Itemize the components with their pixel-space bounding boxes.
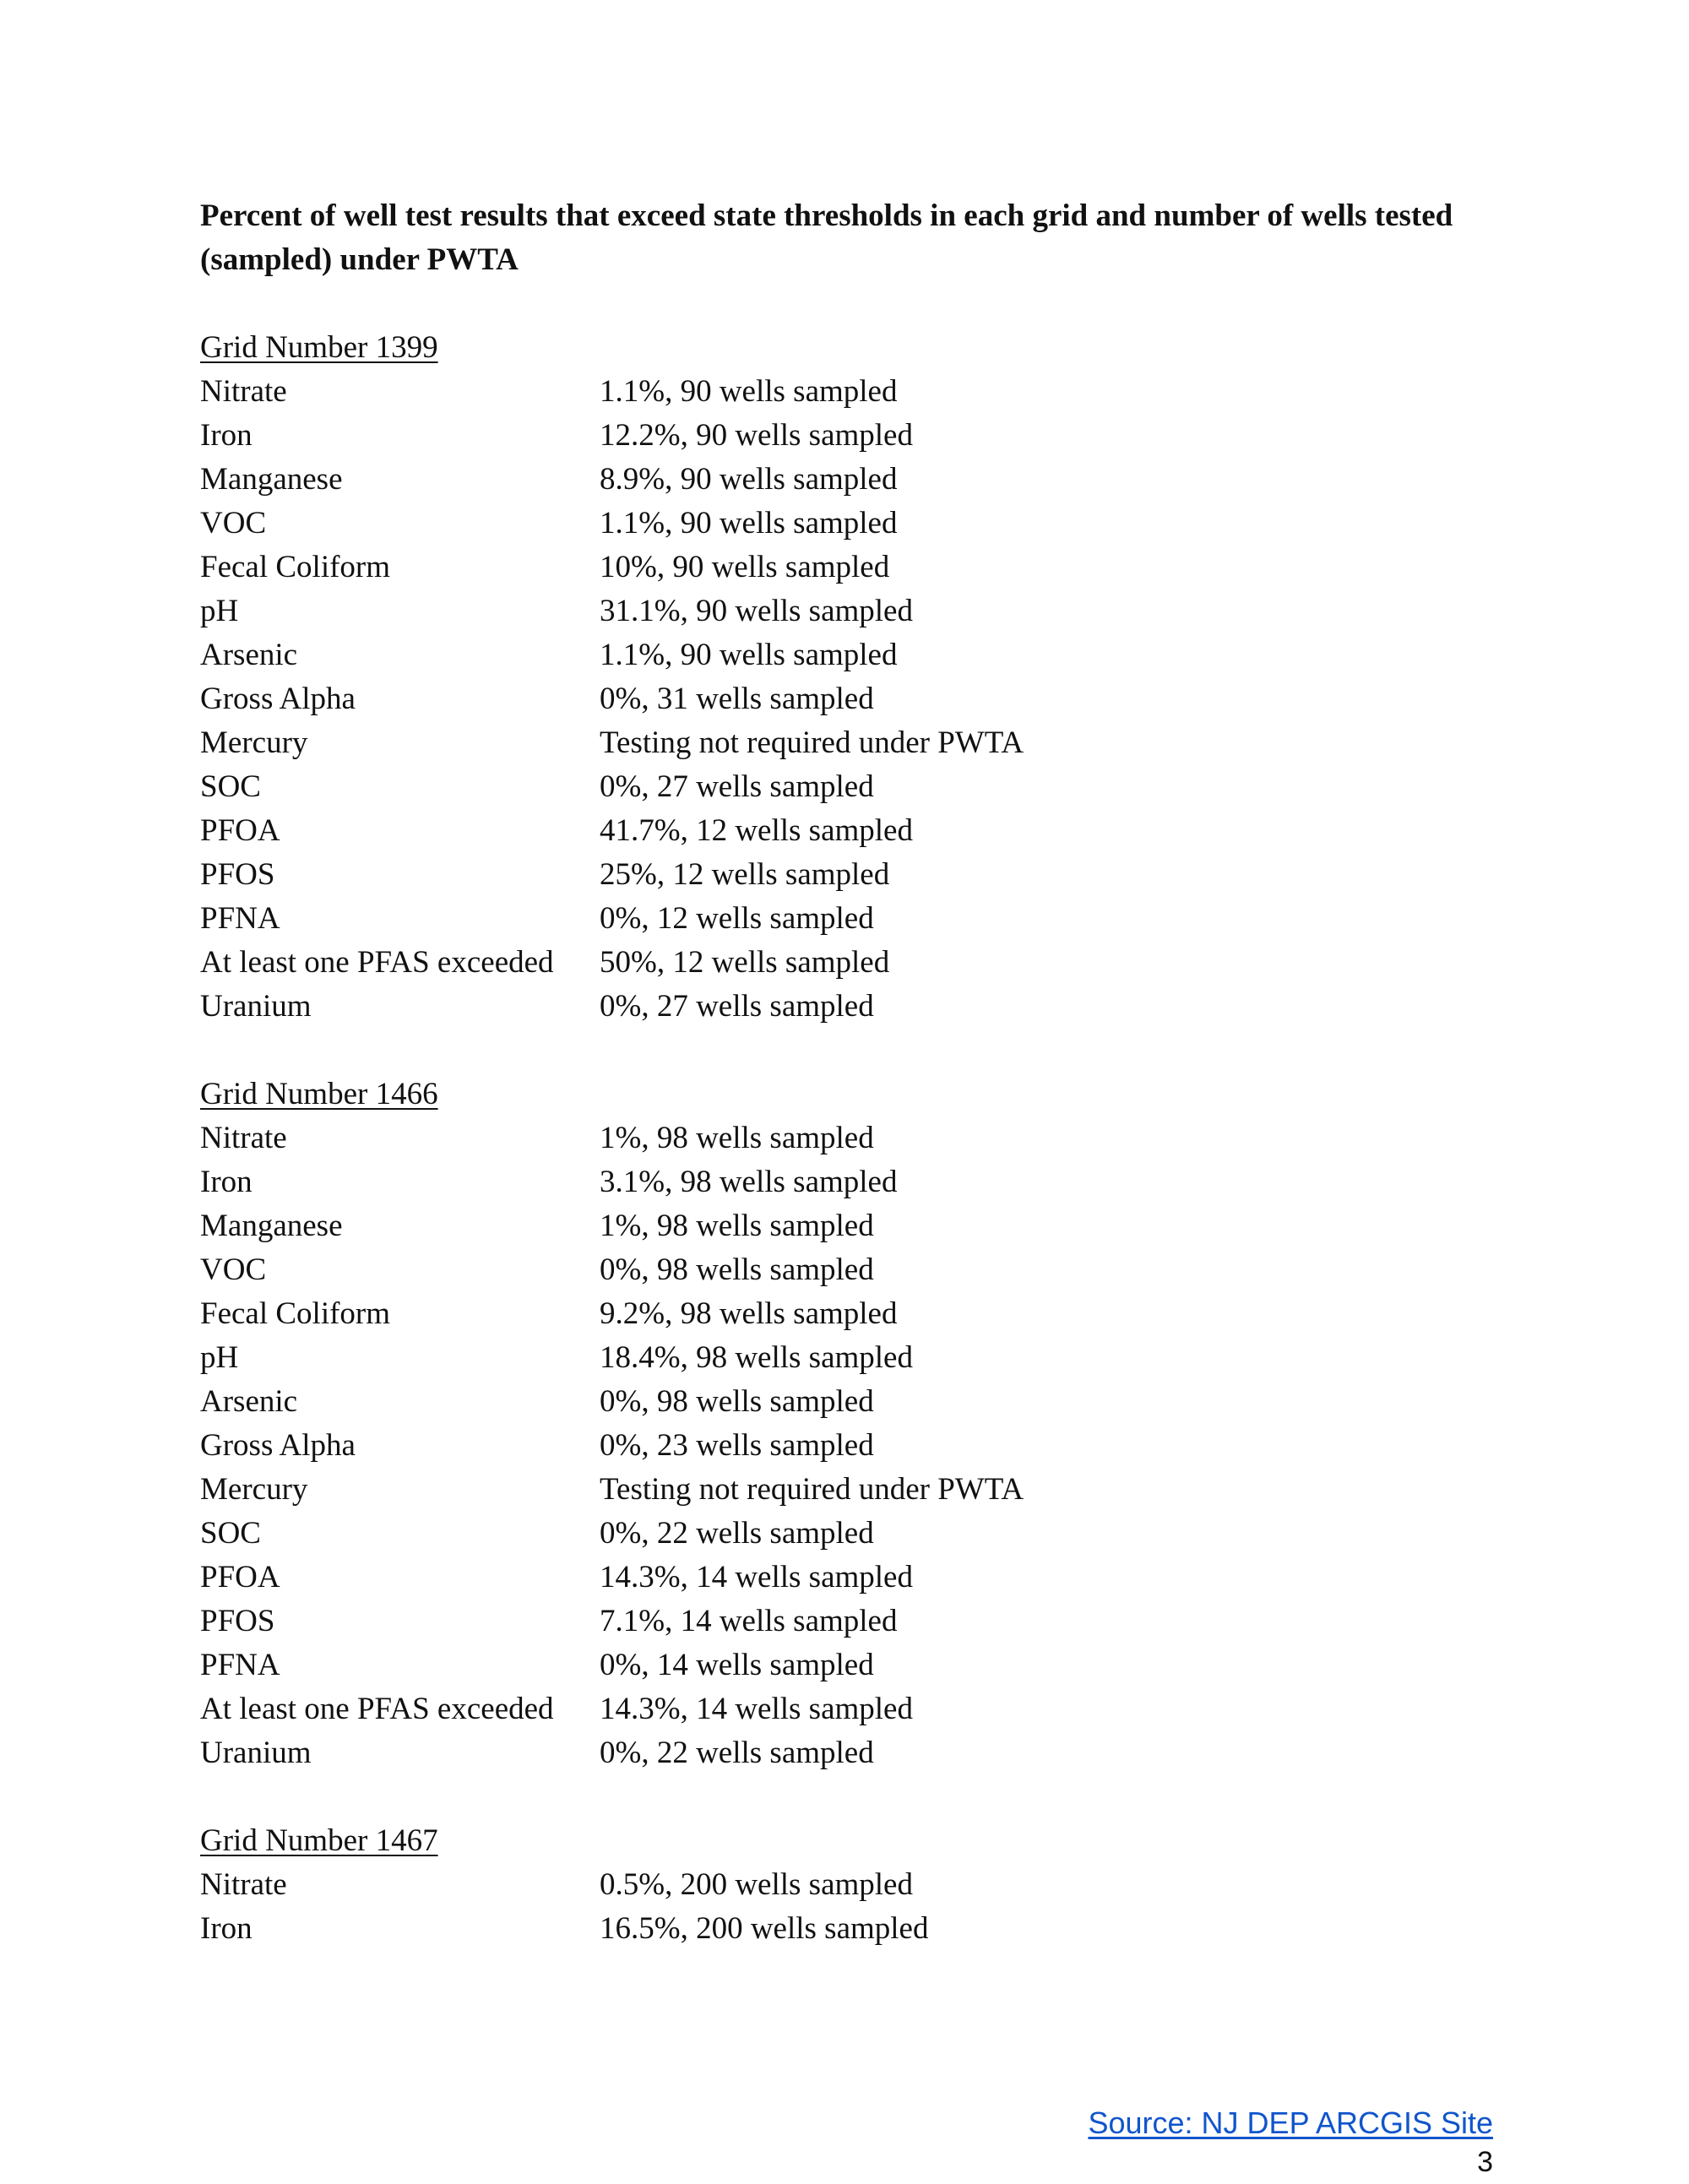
exceedance-value: 7.1%, 14 wells sampled (600, 1604, 898, 1638)
result-row (200, 1907, 1518, 1951)
grid-section (200, 326, 1518, 1029)
result-row (200, 546, 1518, 589)
exceedance-value: 1%, 98 wells sampled (600, 1209, 874, 1243)
contaminant-name: Uranium (200, 1736, 312, 1770)
result-row (200, 1687, 1518, 1731)
contaminant-name: Gross Alpha (200, 682, 356, 716)
grid-heading: Grid Number 1466 (200, 1077, 438, 1111)
exceedance-value: 0%, 22 wells sampled (600, 1516, 874, 1551)
contaminant-name: Iron (200, 418, 253, 453)
contaminant-name: Mercury (200, 725, 308, 760)
contaminant-name: Nitrate (200, 374, 287, 409)
exceedance-value: Testing not required under PWTA (600, 1472, 1024, 1507)
grid-section (200, 1819, 1518, 1951)
contaminant-name: Fecal Coliform (200, 550, 391, 584)
exceedance-value: 25%, 12 wells sampled (600, 857, 890, 892)
result-row (200, 370, 1518, 414)
result-row (200, 853, 1518, 897)
contaminant-name: PFNA (200, 901, 280, 936)
grid-section (200, 1073, 1518, 1775)
result-row (200, 1863, 1518, 1907)
contaminant-name: Iron (200, 1911, 253, 1946)
exceedance-value: 50%, 12 wells sampled (600, 945, 890, 980)
exceedance-value: 0%, 23 wells sampled (600, 1428, 874, 1463)
contaminant-name: SOC (200, 769, 261, 804)
result-list (200, 1116, 1518, 1775)
result-row (200, 1643, 1518, 1687)
source-link[interactable]: Source: NJ DEP ARCGIS Site (1088, 2105, 1493, 2140)
result-list (200, 1863, 1518, 1951)
result-row (200, 1336, 1518, 1380)
contaminant-name: Arsenic (200, 638, 298, 672)
exceedance-value: 8.9%, 90 wells sampled (600, 462, 898, 497)
exceedance-value: 0%, 27 wells sampled (600, 989, 874, 1024)
contaminant-name: VOC (200, 1252, 267, 1287)
result-row (200, 1248, 1518, 1292)
exceedance-value: 12.2%, 90 wells sampled (600, 418, 913, 453)
exceedance-value: 18.4%, 98 wells sampled (600, 1340, 913, 1375)
grids-container (200, 326, 1518, 1951)
exceedance-value: 0%, 22 wells sampled (600, 1736, 874, 1770)
result-row (200, 721, 1518, 765)
result-row (200, 589, 1518, 633)
exceedance-value: 9.2%, 98 wells sampled (600, 1296, 898, 1331)
exceedance-value: 1.1%, 90 wells sampled (600, 506, 898, 541)
contaminant-name: pH (200, 1340, 239, 1375)
result-row (200, 458, 1518, 502)
contaminant-name: Uranium (200, 989, 312, 1024)
grid-heading: Grid Number 1467 (200, 1823, 438, 1858)
contaminant-name: Fecal Coliform (200, 1296, 391, 1331)
exceedance-value: 0%, 12 wells sampled (600, 901, 874, 936)
result-row (200, 985, 1518, 1029)
contaminant-name: Gross Alpha (200, 1428, 356, 1463)
exceedance-value: 16.5%, 200 wells sampled (600, 1911, 929, 1946)
contaminant-name: VOC (200, 506, 267, 541)
page-number: 3 (1477, 2146, 1493, 2178)
contaminant-name: SOC (200, 1516, 261, 1551)
result-row (200, 1468, 1518, 1512)
exceedance-value: 0%, 98 wells sampled (600, 1384, 874, 1419)
result-row (200, 765, 1518, 809)
exceedance-value: 0%, 31 wells sampled (600, 682, 874, 716)
exceedance-value: 0%, 27 wells sampled (600, 769, 874, 804)
result-row (200, 897, 1518, 941)
exceedance-value: 1%, 98 wells sampled (600, 1121, 874, 1155)
result-row (200, 809, 1518, 853)
contaminant-name: PFOA (200, 813, 280, 848)
exceedance-value: 0%, 14 wells sampled (600, 1648, 874, 1682)
exceedance-value: 1.1%, 90 wells sampled (600, 638, 898, 672)
result-row (200, 1160, 1518, 1204)
contaminant-name: Iron (200, 1165, 253, 1199)
exceedance-value: 10%, 90 wells sampled (600, 550, 890, 584)
contaminant-name: PFOS (200, 857, 275, 892)
exceedance-value: 0.5%, 200 wells sampled (600, 1867, 913, 1902)
exceedance-value: 3.1%, 98 wells sampled (600, 1165, 898, 1199)
result-row (200, 1292, 1518, 1336)
exceedance-value: 0%, 98 wells sampled (600, 1252, 874, 1287)
document-body (200, 194, 1518, 1951)
exceedance-value: 1.1%, 90 wells sampled (600, 374, 898, 409)
result-row (200, 1380, 1518, 1424)
contaminant-name: PFOS (200, 1604, 275, 1638)
contaminant-name: Nitrate (200, 1867, 287, 1902)
result-row (200, 1424, 1518, 1468)
result-row (200, 633, 1518, 677)
contaminant-name: Mercury (200, 1472, 308, 1507)
contaminant-name: Arsenic (200, 1384, 298, 1419)
result-row (200, 941, 1518, 985)
result-row (200, 677, 1518, 721)
exceedance-value: 41.7%, 12 wells sampled (600, 813, 913, 848)
contaminant-name: PFNA (200, 1648, 280, 1682)
exceedance-value: 31.1%, 90 wells sampled (600, 594, 913, 628)
result-row (200, 1204, 1518, 1248)
contaminant-name: Nitrate (200, 1121, 287, 1155)
contaminant-name: pH (200, 594, 239, 628)
contaminant-name: Manganese (200, 1209, 343, 1243)
contaminant-name: Manganese (200, 462, 343, 497)
result-list (200, 370, 1518, 1029)
result-row (200, 502, 1518, 546)
contaminant-name: At least one PFAS exceeded (200, 1692, 554, 1726)
result-row (200, 414, 1518, 458)
result-row (200, 1556, 1518, 1600)
result-row (200, 1731, 1518, 1775)
result-row (200, 1116, 1518, 1160)
result-row (200, 1512, 1518, 1556)
contaminant-name: PFOA (200, 1560, 280, 1595)
exceedance-value: 14.3%, 14 wells sampled (600, 1692, 913, 1726)
result-row (200, 1600, 1518, 1643)
exceedance-value: 14.3%, 14 wells sampled (600, 1560, 913, 1595)
grid-heading: Grid Number 1399 (200, 330, 438, 365)
exceedance-value: Testing not required under PWTA (600, 725, 1024, 760)
contaminant-name: At least one PFAS exceeded (200, 945, 554, 980)
document-title: Percent of well test results that exceed state thresholds in each grid and number of wells tested (sampled) under PWTA (200, 198, 1453, 277)
